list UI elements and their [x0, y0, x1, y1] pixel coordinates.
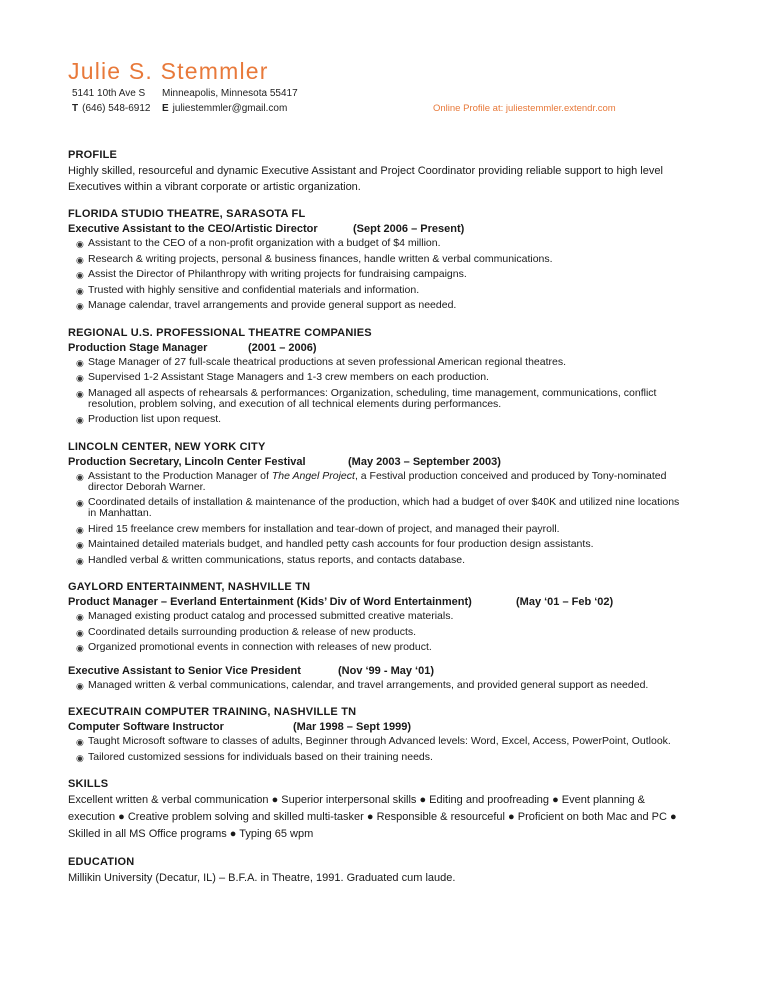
bullet-icon: ◉	[76, 627, 84, 638]
education-heading: EDUCATION	[68, 856, 135, 868]
bullet-icon: ◉	[76, 643, 84, 653]
list-item: ◉ Hired 15 freelance crew members for installation and tear-down of project, and managed their payroll.	[76, 522, 560, 535]
job-florida-studio	[68, 207, 688, 311]
education-text: Millikin University (Decatur, IL) – B.F.A. in Theatre, 1991. Graduated cum laude.	[68, 872, 456, 884]
profile-text: Highly skilled, resourceful and dynamic Executive Assistant and Project Coordinator providing reliable support to high level Executives within a vibrant corporate or artistic organization.	[68, 165, 663, 193]
phone-number: (646) 548-6912	[82, 103, 151, 114]
bullet-icon: ◉	[76, 285, 84, 296]
list-item: ◉ Assist the Director of Philanthropy with writing projects for fundraising campaigns.	[76, 268, 467, 280]
bullet-icon: ◉	[76, 254, 84, 265]
candidate-name: Julie S. Stemmler	[68, 58, 269, 84]
list-item: ◉ Supervised 1-2 Assistant Stage Managers and 1-3 crew members on each production.	[76, 371, 489, 383]
bullet-list	[68, 238, 688, 311]
job-title: Production Secretary, Lincoln Center Festival	[68, 455, 306, 468]
job-title: Executive Assistant to Senior Vice President	[68, 664, 301, 677]
job-dates: (2001 – 2006)	[248, 341, 317, 354]
bullet-icon: ◉	[76, 612, 84, 622]
bullet-icon: ◉	[76, 388, 84, 399]
list-item: ◉ Maintained detailed materials budget, and handled petty cash accounts for four production design assistants.	[76, 538, 594, 550]
bullet-icon: ◉	[76, 737, 84, 747]
online-profile-link[interactable]: Online Profile at: juliestemmler.extendr.com	[433, 103, 616, 114]
list-item: ◉ Handled verbal & written communications, status reports, and contacts database.	[76, 553, 466, 566]
list-item: ◉ Manage calendar, travel arrangements and provide general support as needed.	[76, 299, 457, 311]
job-dates: (Mar 1998 – Sept 1999)	[293, 721, 412, 733]
phone-line	[72, 103, 151, 114]
job-lincoln-center	[68, 440, 688, 566]
email-label: E	[162, 103, 169, 114]
bullet-list	[68, 357, 688, 426]
employer: GAYLORD ENTERTAINMENT, NASHVILLE TN	[68, 581, 311, 593]
skills-text: Excellent written & verbal communication ● Superior interpersonal skills ● Editing and proofreading ● Event planning & execution ● Creative problem solving and skilled multi-tasker ● Responsible & resourceful ● Proficient on both Mac and PC ● Skilled in all MS Office programs ● Typing 65 wpm	[68, 794, 677, 840]
job-gaylord	[68, 580, 688, 691]
list-item: ◉ Production list upon request.	[76, 413, 222, 425]
bullet-icon: ◉	[76, 357, 84, 368]
bullet-icon: ◉	[76, 555, 84, 566]
list-item: ◉ Assistant to the CEO of a non-profit organization with a budget of $4 million.	[76, 237, 441, 249]
bullet-icon: ◉	[76, 471, 84, 482]
job-dates: (Nov ‘99 - May ‘01)	[338, 664, 434, 677]
employer: EXECUTRAIN COMPUTER TRAINING, NASHVILLE TN	[68, 706, 357, 718]
bullet-icon: ◉	[76, 239, 84, 249]
job-title: Executive Assistant to the CEO/Artistic Director	[68, 223, 318, 235]
bullet-icon: ◉	[76, 270, 84, 280]
skills-heading: SKILLS	[68, 778, 109, 790]
role-line	[68, 222, 688, 236]
list-item: ◉ Managed all aspects of rehearsals & performances: Organization, scheduling, time management, communications, conflict resolution, problem solving, and execution of all technical elements during performances.	[76, 386, 657, 410]
role-line	[68, 455, 688, 469]
list-item: ◉ Managed written & verbal communications, calendar, and travel arrangements, and provided general support as needed.	[76, 678, 649, 691]
bullet-icon: ◉	[76, 524, 84, 535]
role-line	[68, 341, 688, 355]
bullet-icon: ◉	[76, 415, 84, 425]
list-item: ◉ Organized promotional events in connection with releases of new product.	[76, 641, 432, 653]
list-item: ◉ Research & writing projects, personal & business finances, handle written & verbal communications.	[76, 252, 553, 265]
employer: LINCOLN CENTER, NEW YORK CITY	[68, 440, 266, 453]
list-item: ◉ Coordinated details of installation & maintenance of the production, which had a budget of over $40K and utilized nine locations in Manhattan.	[76, 496, 680, 519]
bullet-icon: ◉	[76, 301, 84, 311]
bullet-icon: ◉	[76, 373, 84, 383]
phone-label: T	[72, 103, 79, 114]
job-dates: (Sept 2006 – Present)	[353, 223, 465, 235]
job-title: Product Manager – Everland Entertainment (Kids’ Div of Word Entertainment)	[68, 596, 472, 608]
list-item: ◉ Coordinated details surrounding production & release of new products.	[76, 625, 417, 638]
bullet-icon: ◉	[76, 752, 84, 763]
job-title: Computer Software Instructor	[68, 721, 224, 733]
profile-heading: PROFILE	[68, 149, 118, 161]
email-line	[162, 103, 287, 114]
list-item: ◉ Managed existing product catalog and processed submitted creative materials.	[76, 610, 454, 622]
list-item: ◉ Stage Manager of 27 full-scale theatrical productions at seven professional American regional theatres.	[76, 355, 567, 368]
job-regional-theatre	[68, 326, 688, 426]
employer: FLORIDA STUDIO THEATRE, SARASOTA FL	[68, 208, 306, 220]
resume-body	[68, 148, 688, 886]
role-line	[68, 664, 688, 678]
list-item: ◉ Trusted with highly sensitive and confidential materials and information.	[76, 283, 420, 296]
job-dates: (May ‘01 – Feb ‘02)	[516, 596, 614, 608]
list-item: ◉ Assistant to the Production Manager of The Angel Project, a Festival production conceived and produced by Tony-nominated director Deborah Warner.	[76, 469, 667, 493]
bullet-icon: ◉	[76, 498, 84, 508]
role-line	[68, 720, 688, 734]
employer: REGIONAL U.S. PROFESSIONAL THEATRE COMPANIES	[68, 326, 372, 339]
role-line	[68, 595, 688, 609]
job-title: Production Stage Manager	[68, 341, 208, 354]
bullet-icon: ◉	[76, 680, 84, 691]
address-city: Minneapolis, Minnesota 55417	[162, 88, 298, 99]
list-item: ◉ Taught Microsoft software to classes of adults, Beginner through Advanced levels: Word, Excel, Access, PowerPoint, Outlook.	[76, 735, 671, 747]
bullet-list	[68, 680, 688, 691]
bullet-list	[68, 736, 688, 763]
job-executrain	[68, 705, 688, 763]
address-street: 5141 10th Ave S	[72, 88, 146, 99]
bullet-icon: ◉	[76, 540, 84, 550]
email-address[interactable]: juliestemmler@gmail.com	[172, 103, 288, 114]
production-title: The Angel Project	[271, 469, 355, 482]
bullet-list	[68, 611, 688, 653]
bullet-list	[68, 471, 688, 566]
list-item: ◉ Tailored customized sessions for individuals based on their training needs.	[76, 750, 433, 763]
job-dates: (May 2003 – September 2003)	[348, 455, 501, 468]
